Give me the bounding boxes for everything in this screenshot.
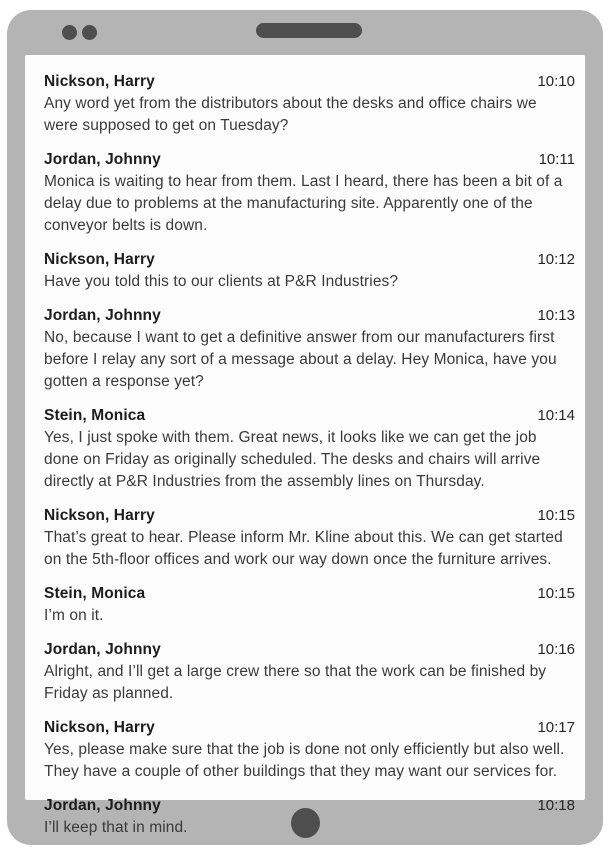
camera-dot-icon xyxy=(82,25,97,40)
message-time: 10:15 xyxy=(537,585,575,602)
message-header xyxy=(44,639,575,661)
message-time: 10:16 xyxy=(537,641,575,658)
message-list[interactable] xyxy=(25,55,585,839)
message xyxy=(44,305,575,393)
message xyxy=(44,583,575,627)
message-text: Monica is waiting to hear from them. Last I heard, there has been a bit of a delay due to problems at the manufacturing site. Apparently one of the conveyor belts is down. xyxy=(44,173,563,234)
message xyxy=(44,717,575,783)
message-time: 10:14 xyxy=(537,407,575,424)
message-header xyxy=(44,405,575,427)
message-sender: Nickson, Harry xyxy=(44,719,155,736)
message-text: That’s great to hear. Please inform Mr. Kline about this. We can get started on the 5th-floor offices and work our way down once the furniture arrives. xyxy=(44,529,563,568)
message-sender: Nickson, Harry xyxy=(44,73,155,90)
message-text: Alright, and I’ll get a large crew there so that the work can be finished by Friday as planned. xyxy=(44,663,547,702)
message-header xyxy=(44,71,575,93)
message-sender: Nickson, Harry xyxy=(44,251,155,268)
message xyxy=(44,405,575,493)
tablet-frame xyxy=(7,10,603,845)
speaker-grille-icon xyxy=(256,23,362,38)
message-text: Have you told this to our clients at P&R Industries? xyxy=(44,273,399,290)
message-sender: Jordan, Johnny xyxy=(44,797,161,814)
message-text: I’m on it. xyxy=(44,607,104,624)
message-time: 10:10 xyxy=(537,73,575,90)
message-time: 10:11 xyxy=(538,151,575,168)
message-header xyxy=(44,717,575,739)
home-button[interactable] xyxy=(291,808,320,838)
message-time: 10:13 xyxy=(537,307,575,324)
message-header xyxy=(44,305,575,327)
message-header xyxy=(44,583,575,605)
message-time: 10:12 xyxy=(537,251,575,268)
message-time: 10:17 xyxy=(537,719,575,736)
message-header xyxy=(44,505,575,527)
message-header xyxy=(44,249,575,271)
message-sender: Jordan, Johnny xyxy=(44,151,161,168)
message-sender: Jordan, Johnny xyxy=(44,641,161,658)
message-text: I’ll keep that in mind. xyxy=(44,819,188,836)
message-sender: Jordan, Johnny xyxy=(44,307,161,324)
message-text: No, because I want to get a definitive answer from our manufacturers first before I relay any sort of a message about a delay. Hey Monica, have you gotten a response yet? xyxy=(44,329,557,390)
message xyxy=(44,505,575,571)
message-time: 10:15 xyxy=(537,507,575,524)
message-time: 10:18 xyxy=(537,797,575,814)
message-text: Yes, I just spoke with them. Great news, it looks like we can get the job done on Friday as originally scheduled. The desks and chairs will arrive directly at P&R Industries from the assembly lines on Thursday. xyxy=(44,429,541,490)
camera-dot-icon xyxy=(62,25,77,40)
message xyxy=(44,149,575,237)
message xyxy=(44,639,575,705)
message-text: Any word yet from the distributors about the desks and office chairs we were supposed to get on Tuesday? xyxy=(44,95,537,134)
message-sender: Stein, Monica xyxy=(44,407,146,424)
message-sender: Nickson, Harry xyxy=(44,507,155,524)
message xyxy=(44,71,575,137)
message-header xyxy=(44,149,575,171)
tablet-screen xyxy=(25,55,585,836)
message-text: Yes, please make sure that the job is done not only efficiently but also well. They have a couple of other buildings that they may want our services for. xyxy=(44,741,565,780)
message xyxy=(44,249,575,293)
message-sender: Stein, Monica xyxy=(44,585,146,602)
